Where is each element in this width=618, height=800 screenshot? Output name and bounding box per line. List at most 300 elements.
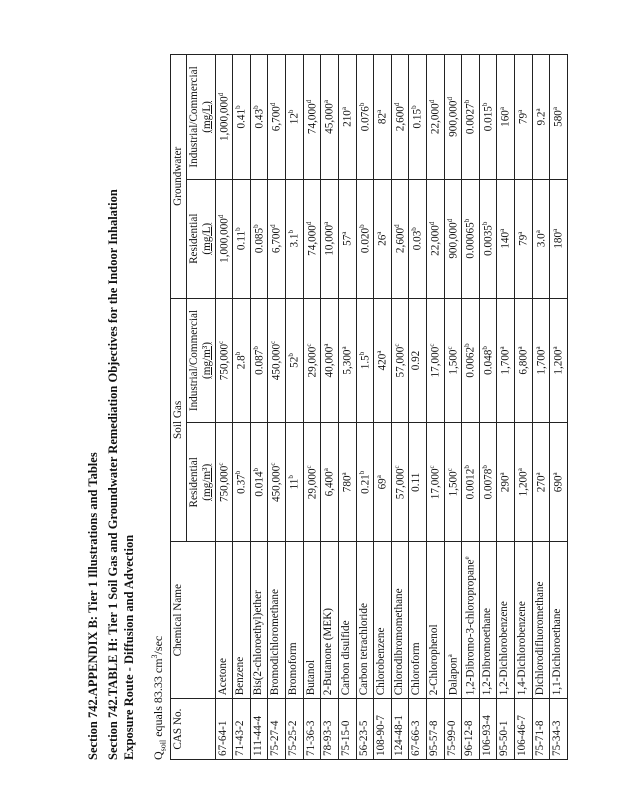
qsoil-note bbox=[150, 636, 167, 760]
qsoil-superscript: 3 bbox=[150, 654, 159, 659]
header-gw-residential-unit: (mg/L) bbox=[200, 222, 213, 255]
soil-gas-residential-cell bbox=[321, 423, 339, 542]
groundwater-residential-cell-value: 0.03 bbox=[412, 230, 425, 251]
groundwater-industrial-cell-value: 74,000 bbox=[306, 103, 319, 135]
soil-gas-industrial-cell-value: 1,200 bbox=[552, 349, 565, 375]
soil-gas-residential-cell-value: 1,500 bbox=[447, 471, 460, 497]
soil-gas-residential-cell bbox=[479, 423, 497, 542]
footnote-marker: d bbox=[304, 221, 313, 226]
soil-gas-residential-cell-value: 0.014 bbox=[253, 471, 266, 497]
footnote-marker: a bbox=[515, 231, 524, 235]
chemical-name-cell-value: Bis(2-chloroethyl)ether bbox=[251, 590, 264, 696]
cas-cell-value: 106-93-4 bbox=[480, 714, 493, 756]
cas-cell-value: 96-12-8 bbox=[463, 720, 476, 756]
cas-cell-value: 95-57-8 bbox=[427, 720, 440, 756]
footnote-marker: a bbox=[498, 346, 507, 350]
soil-gas-residential-cell-value: 69 bbox=[376, 478, 389, 490]
qsoil-label: Q bbox=[151, 751, 165, 760]
soil-gas-residential-cell bbox=[215, 423, 233, 542]
soil-gas-industrial-cell-value: 1.5 bbox=[359, 355, 372, 370]
groundwater-industrial-cell bbox=[479, 55, 497, 180]
footnote-marker: c bbox=[392, 465, 401, 469]
soil-gas-industrial-cell bbox=[356, 298, 374, 423]
qsoil-text: equals 83.33 cm bbox=[151, 658, 165, 740]
table-row bbox=[514, 55, 532, 760]
chemical-name-cell-value: 2-Butanone (MEK) bbox=[322, 607, 335, 696]
groundwater-residential-cell-value: 1,000,000 bbox=[218, 218, 231, 263]
soil-gas-residential-cell-value: 450,000 bbox=[271, 465, 284, 503]
cas-cell-value: 111-44-4 bbox=[251, 715, 264, 756]
chemical-name-cell bbox=[426, 542, 444, 699]
soil-gas-industrial-cell bbox=[250, 298, 268, 423]
chemical-name-cell bbox=[250, 542, 268, 699]
chemical-name-cell-value: Chlorobenzene bbox=[375, 627, 388, 696]
soil-gas-residential-cell bbox=[514, 423, 532, 542]
cas-cell bbox=[250, 699, 268, 760]
soil-gas-industrial-cell-value: 0.92 bbox=[410, 350, 423, 371]
soil-gas-industrial-cell-value: 6,800 bbox=[517, 349, 530, 375]
groundwater-industrial-cell bbox=[444, 55, 462, 180]
soil-gas-industrial-cell bbox=[426, 298, 444, 423]
groundwater-industrial-cell bbox=[514, 55, 532, 180]
chemical-name-cell bbox=[374, 542, 392, 699]
cas-cell bbox=[338, 699, 356, 760]
groundwater-industrial-cell bbox=[268, 55, 286, 180]
groundwater-industrial-cell bbox=[321, 55, 339, 180]
groundwater-industrial-cell bbox=[215, 55, 233, 180]
groundwater-residential-cell-value: 74,000 bbox=[306, 225, 319, 256]
footnote-marker: c bbox=[304, 465, 313, 469]
footnote-marker: b bbox=[251, 467, 260, 472]
groundwater-industrial-cell bbox=[462, 55, 480, 180]
soil-gas-industrial-cell-value: 57,000 bbox=[394, 346, 407, 378]
footnote-marker: c bbox=[304, 343, 313, 347]
cas-cell bbox=[462, 699, 480, 760]
cas-cell-value: 71-36-3 bbox=[304, 720, 317, 756]
groundwater-residential-cell bbox=[338, 179, 356, 298]
groundwater-industrial-cell bbox=[356, 55, 374, 180]
header-gw-industrial bbox=[186, 55, 215, 180]
chemical-name-cell-value: 1,2-Dibromoethane bbox=[480, 607, 493, 696]
footnote-marker: b bbox=[287, 353, 296, 357]
chemical-name-cell-value: 1,1-Dichloroethane bbox=[551, 608, 564, 696]
table-row bbox=[286, 55, 304, 760]
soil-gas-industrial-cell bbox=[409, 298, 427, 423]
table-row bbox=[356, 55, 374, 760]
groundwater-residential-cell bbox=[479, 179, 497, 298]
footnote-marker: b bbox=[234, 351, 243, 356]
soil-gas-residential-cell bbox=[532, 423, 550, 542]
footnote-marker: b bbox=[251, 346, 260, 350]
soil-gas-industrial-cell bbox=[532, 298, 550, 423]
cas-cell-value: 108-90-7 bbox=[375, 714, 388, 756]
cas-cell-value: 75-15-0 bbox=[339, 720, 352, 756]
soil-gas-residential-cell-value: 0.37 bbox=[235, 474, 248, 494]
footnote-marker: a bbox=[515, 468, 524, 472]
cas-cell bbox=[444, 699, 462, 760]
footnote-marker: b bbox=[463, 465, 472, 469]
chemical-name-cell-value: 1,2-Dibromo-3-chloropropane bbox=[464, 559, 477, 696]
chemical-name-cell bbox=[356, 542, 374, 699]
soil-gas-residential-cell bbox=[497, 423, 515, 542]
table-row bbox=[426, 55, 444, 760]
cas-cell bbox=[426, 699, 444, 760]
footnote-marker: a bbox=[533, 346, 542, 350]
footnote-marker: c bbox=[392, 343, 401, 347]
header-sg-industrial-label: Industrial/Commercial bbox=[187, 309, 200, 412]
cas-cell-value: 67-64-1 bbox=[216, 720, 229, 756]
chemical-name-cell-value: Butanol bbox=[304, 659, 317, 696]
footnote-marker: b bbox=[234, 105, 243, 109]
groundwater-residential-cell bbox=[215, 179, 233, 298]
groundwater-residential-cell bbox=[268, 179, 286, 298]
header-gw-residential-label: Residential bbox=[187, 213, 200, 264]
soil-gas-industrial-cell-value: 0.048 bbox=[482, 349, 495, 375]
cas-cell bbox=[374, 699, 392, 760]
header-cas: CAS No. bbox=[171, 699, 216, 760]
groundwater-residential-cell bbox=[303, 179, 321, 298]
footnote-marker: b bbox=[480, 346, 489, 350]
soil-gas-industrial-cell-value: 0.0062 bbox=[464, 346, 477, 378]
soil-gas-industrial-cell-value: 40,000 bbox=[324, 346, 337, 378]
footnote-marker: e bbox=[463, 556, 472, 560]
header-gw-residential bbox=[186, 179, 215, 298]
soil-gas-residential-cell-value: 11 bbox=[288, 478, 301, 490]
cas-cell-value: 106-46-7 bbox=[515, 714, 528, 756]
soil-gas-residential-cell-value: 57,000 bbox=[394, 468, 407, 500]
groundwater-residential-cell bbox=[356, 179, 374, 298]
footnote-marker: c bbox=[445, 468, 454, 472]
groundwater-residential-cell-value: 0.00065 bbox=[464, 222, 477, 259]
soil-gas-residential-cell bbox=[462, 423, 480, 542]
footnote-marker: b bbox=[251, 105, 260, 109]
soil-gas-residential-cell-value: 0.21 bbox=[359, 474, 372, 494]
footnote-marker: a bbox=[498, 472, 507, 476]
footnote-marker: a bbox=[551, 106, 560, 111]
footnote-marker: b bbox=[287, 109, 296, 114]
footnote-marker: d bbox=[216, 214, 225, 219]
cas-cell bbox=[268, 699, 286, 760]
groundwater-industrial-cell bbox=[303, 55, 321, 180]
cas-cell bbox=[479, 699, 497, 760]
groundwater-industrial-cell-value: 0.0027 bbox=[464, 103, 477, 135]
groundwater-industrial-cell bbox=[286, 55, 304, 180]
cas-cell-value: 75-99-0 bbox=[445, 720, 458, 756]
table-row bbox=[250, 55, 268, 760]
soil-gas-residential-cell-value: 17,000 bbox=[429, 468, 442, 500]
table-row bbox=[374, 55, 392, 760]
chemical-name-cell bbox=[215, 542, 233, 699]
chemical-name-cell bbox=[409, 542, 427, 699]
soil-gas-residential-cell bbox=[268, 423, 286, 542]
groundwater-industrial-cell-value: 0.015 bbox=[482, 106, 495, 132]
groundwater-residential-cell-value: 2,600 bbox=[394, 227, 407, 254]
header-soil-gas: Soil Gas bbox=[171, 298, 187, 542]
chemical-name-cell bbox=[338, 542, 356, 699]
soil-gas-industrial-cell bbox=[374, 298, 392, 423]
cas-cell bbox=[409, 699, 427, 760]
footnote-marker: d bbox=[269, 102, 278, 107]
table-row bbox=[444, 55, 462, 760]
chemical-name-cell bbox=[321, 542, 339, 699]
soil-gas-residential-cell-value: 780 bbox=[341, 475, 354, 493]
groundwater-industrial-cell bbox=[550, 55, 568, 180]
footnote-marker: b bbox=[357, 224, 366, 228]
chemical-name-cell bbox=[444, 542, 462, 699]
header-chemical: Chemical Name bbox=[171, 542, 216, 699]
groundwater-industrial-cell-value: 0.43 bbox=[253, 108, 266, 129]
footnote-marker: c bbox=[427, 465, 436, 469]
chemical-name-cell-value: Dichlorodifluoromethane bbox=[533, 581, 546, 696]
footnote-marker: a bbox=[339, 472, 348, 476]
cas-cell-value: 124-48-1 bbox=[392, 714, 405, 756]
table-row bbox=[233, 55, 251, 760]
groundwater-residential-cell-value: 180 bbox=[552, 231, 565, 249]
soil-gas-industrial-cell-value: 5,300 bbox=[341, 349, 354, 375]
footnote-marker: b bbox=[463, 218, 472, 223]
footnote-marker: b bbox=[357, 102, 366, 107]
soil-gas-residential-cell-value: 750,000 bbox=[218, 465, 231, 503]
chemical-name-cell-value: 1,2-Dichlorobenzene bbox=[498, 601, 511, 696]
cas-cell-value: 95-50-1 bbox=[498, 720, 511, 756]
groundwater-residential-cell-value: 140 bbox=[500, 231, 513, 249]
cas-cell-value: 71-43-2 bbox=[234, 720, 247, 756]
groundwater-industrial-cell bbox=[409, 55, 427, 180]
cas-cell bbox=[356, 699, 374, 760]
footnote-marker: b bbox=[463, 99, 472, 104]
groundwater-residential-cell-value: 0.0035 bbox=[482, 225, 495, 256]
footnote-marker: a bbox=[322, 468, 331, 472]
footnote-marker: a bbox=[339, 231, 348, 235]
groundwater-industrial-cell bbox=[426, 55, 444, 180]
groundwater-residential-cell bbox=[514, 179, 532, 298]
soil-gas-residential-cell bbox=[250, 423, 268, 542]
footnote-marker: b bbox=[357, 470, 366, 475]
footnote-marker: b bbox=[463, 343, 472, 347]
groundwater-residential-cell-value: 0.020 bbox=[359, 227, 372, 254]
chemical-name-cell-value: Bromoform bbox=[287, 642, 300, 696]
soil-gas-industrial-cell-value: 750,000 bbox=[218, 343, 231, 381]
groundwater-residential-cell-value: 26 bbox=[376, 234, 389, 246]
soil-gas-industrial-cell-value: 0.087 bbox=[253, 349, 266, 375]
footnote-marker: a bbox=[375, 109, 384, 113]
footnote-marker: a bbox=[533, 230, 542, 234]
groundwater-industrial-cell bbox=[497, 55, 515, 180]
soil-gas-industrial-cell bbox=[550, 298, 568, 423]
header-sg-residential bbox=[186, 423, 215, 542]
groundwater-industrial-cell bbox=[250, 55, 268, 180]
chemical-name-cell bbox=[462, 542, 480, 699]
soil-gas-residential-cell bbox=[409, 423, 427, 542]
footnote-marker: a bbox=[375, 475, 384, 479]
footnote-marker: b bbox=[251, 224, 260, 228]
groundwater-residential-cell bbox=[321, 179, 339, 298]
groundwater-industrial-cell-value: 0.076 bbox=[359, 106, 372, 132]
soil-gas-industrial-cell bbox=[321, 298, 339, 423]
footnote-marker: a bbox=[339, 106, 348, 111]
footnote-marker: c bbox=[427, 343, 436, 347]
groundwater-residential-cell-value: 6,700 bbox=[271, 227, 284, 254]
soil-gas-industrial-cell-value: 2.8 bbox=[235, 355, 248, 370]
cas-cell bbox=[532, 699, 550, 760]
soil-gas-residential-cell bbox=[338, 423, 356, 542]
soil-gas-industrial-cell bbox=[215, 298, 233, 423]
groundwater-industrial-cell-value: 210 bbox=[341, 110, 354, 127]
footnote-marker: a bbox=[375, 350, 384, 354]
groundwater-residential-cell bbox=[374, 179, 392, 298]
footnote-marker: d bbox=[392, 224, 401, 228]
soil-gas-residential-cell bbox=[550, 423, 568, 542]
table-row bbox=[303, 55, 321, 760]
table-row bbox=[391, 55, 409, 760]
chemical-name-cell bbox=[532, 542, 550, 699]
groundwater-residential-cell-value: 57 bbox=[341, 234, 354, 246]
chemical-name-cell-value: Carbon disulfide bbox=[339, 620, 352, 696]
table-row bbox=[268, 55, 286, 760]
soil-gas-industrial-cell-value: 1,500 bbox=[447, 349, 460, 375]
footnote-marker: d bbox=[427, 221, 436, 226]
groundwater-residential-cell bbox=[497, 179, 515, 298]
chemical-name-cell bbox=[514, 542, 532, 699]
chemical-name-cell-value: 2-Chlorophenol bbox=[427, 624, 440, 696]
chemical-name-cell-value: Carbon tetrachloride bbox=[357, 603, 370, 696]
table-row bbox=[338, 55, 356, 760]
qsoil-tail: /sec bbox=[151, 635, 165, 655]
groundwater-residential-cell-value: 79 bbox=[517, 234, 530, 246]
footnote-marker: c bbox=[445, 346, 454, 350]
cas-cell bbox=[321, 699, 339, 760]
groundwater-industrial-cell-value: 9.2 bbox=[535, 111, 548, 126]
soil-gas-residential-cell bbox=[374, 423, 392, 542]
footnote-marker: b bbox=[357, 351, 366, 356]
footnote-marker: d bbox=[392, 102, 401, 107]
groundwater-residential-cell bbox=[250, 179, 268, 298]
chemical-name-cell bbox=[391, 542, 409, 699]
groundwater-residential-cell-value: 3.1 bbox=[288, 233, 301, 248]
footnote-marker: b bbox=[480, 221, 489, 226]
table-row bbox=[497, 55, 515, 760]
table-row bbox=[479, 55, 497, 760]
table-row bbox=[321, 55, 339, 760]
groundwater-industrial-cell bbox=[391, 55, 409, 180]
footnote-marker: a bbox=[551, 228, 560, 232]
header-sg-industrial bbox=[186, 298, 215, 423]
cas-cell bbox=[514, 699, 532, 760]
soil-gas-industrial-cell-value: 420 bbox=[376, 353, 389, 371]
groundwater-industrial-cell bbox=[338, 55, 356, 180]
groundwater-industrial-cell bbox=[233, 55, 251, 180]
cas-cell bbox=[286, 699, 304, 760]
chemical-name-cell bbox=[233, 542, 251, 699]
soil-gas-residential-cell bbox=[426, 423, 444, 542]
footnote-marker: c bbox=[216, 340, 225, 344]
soil-gas-industrial-cell bbox=[497, 298, 515, 423]
soil-gas-industrial-cell bbox=[514, 298, 532, 423]
footnote-marker: d bbox=[445, 97, 454, 101]
groundwater-industrial-cell-value: 2,600 bbox=[394, 106, 407, 132]
groundwater-industrial-cell-value: 22,000 bbox=[429, 103, 442, 135]
soil-gas-industrial-cell bbox=[303, 298, 321, 423]
soil-gas-residential-cell-value: 0.11 bbox=[410, 472, 423, 492]
soil-gas-industrial-cell bbox=[233, 298, 251, 423]
footnote-marker: c bbox=[269, 462, 278, 466]
groundwater-residential-cell-value: 10,000 bbox=[324, 224, 337, 256]
groundwater-residential-cell bbox=[409, 179, 427, 298]
section-title: Section 742.APPENDIX B: Tier 1 Illustrations and Tables bbox=[86, 452, 100, 760]
cas-cell-value: 78-93-3 bbox=[322, 720, 335, 756]
footnote-marker: b bbox=[480, 465, 489, 469]
footnote-marker: d bbox=[304, 99, 313, 104]
soil-gas-industrial-cell-value: 17,000 bbox=[429, 346, 442, 378]
cas-cell-value: 75-27-4 bbox=[269, 720, 282, 756]
cas-cell-value: 56-23-5 bbox=[357, 720, 370, 756]
cas-cell bbox=[303, 699, 321, 760]
footnote-marker: a bbox=[498, 228, 507, 232]
header-sg-industrial-unit: (mg/m³) bbox=[200, 342, 213, 379]
footnote-marker: a bbox=[533, 108, 542, 112]
groundwater-residential-cell bbox=[233, 179, 251, 298]
table-row bbox=[215, 55, 233, 760]
chemical-name-cell-value: Bromodichloromethane bbox=[269, 589, 282, 696]
groundwater-industrial-cell-value: 0.15 bbox=[412, 108, 425, 129]
footnote-marker: b bbox=[410, 227, 419, 231]
chemical-name-cell-value: Dalapon bbox=[447, 657, 460, 696]
chemical-name-cell bbox=[268, 542, 286, 699]
footnote-marker: c bbox=[269, 340, 278, 344]
cas-cell-value: 75-34-3 bbox=[551, 720, 564, 756]
table-row bbox=[532, 55, 550, 760]
soil-gas-residential-cell bbox=[391, 423, 409, 542]
footnote-marker: d bbox=[216, 92, 225, 97]
soil-gas-industrial-cell-value: 450,000 bbox=[271, 343, 284, 381]
groundwater-residential-cell bbox=[462, 179, 480, 298]
soil-gas-residential-cell bbox=[303, 423, 321, 542]
header-gw-industrial-unit: (mg/L) bbox=[200, 101, 213, 133]
groundwater-industrial-cell-value: 0.41 bbox=[235, 108, 248, 129]
soil-gas-residential-cell-value: 29,000 bbox=[306, 468, 319, 500]
groundwater-residential-cell-value: 0.085 bbox=[253, 227, 266, 254]
soil-gas-residential-cell-value: 690 bbox=[552, 475, 565, 493]
chemical-name-cell-value: Chloroform bbox=[410, 642, 423, 696]
soil-gas-residential-cell-value: 290 bbox=[500, 475, 513, 493]
exposure-route: Exposure Route - Diffusion and Advection bbox=[122, 534, 136, 760]
footnote-marker: a bbox=[322, 221, 331, 225]
cas-cell bbox=[391, 699, 409, 760]
table-row bbox=[462, 55, 480, 760]
groundwater-industrial-cell-value: 900,000 bbox=[447, 100, 460, 137]
footnote-marker: a bbox=[515, 109, 524, 113]
footnote-marker: d bbox=[269, 224, 278, 228]
soil-gas-residential-cell bbox=[233, 423, 251, 542]
footnote-marker: d bbox=[427, 99, 436, 104]
footnote-marker: a bbox=[498, 106, 507, 111]
footnote-marker: b bbox=[287, 229, 296, 234]
footnote-marker: a bbox=[375, 231, 384, 235]
groundwater-residential-cell bbox=[391, 179, 409, 298]
soil-gas-industrial-cell bbox=[444, 298, 462, 423]
header-gw-industrial-label: Industrial/Commercial bbox=[187, 66, 200, 168]
soil-gas-industrial-cell-value: 1,700 bbox=[535, 349, 548, 375]
footnote-marker: b bbox=[234, 227, 243, 231]
soil-gas-residential-cell-value: 6,400 bbox=[324, 471, 337, 497]
groundwater-residential-cell-value: 22,000 bbox=[429, 225, 442, 256]
soil-gas-residential-cell-value: 0.0078 bbox=[482, 468, 495, 500]
soil-gas-industrial-cell bbox=[268, 298, 286, 423]
cas-cell-value: 75-25-2 bbox=[287, 720, 300, 756]
groundwater-industrial-cell-value: 6,700 bbox=[271, 106, 284, 132]
footnote-marker: a bbox=[551, 472, 560, 476]
table-row bbox=[550, 55, 568, 760]
